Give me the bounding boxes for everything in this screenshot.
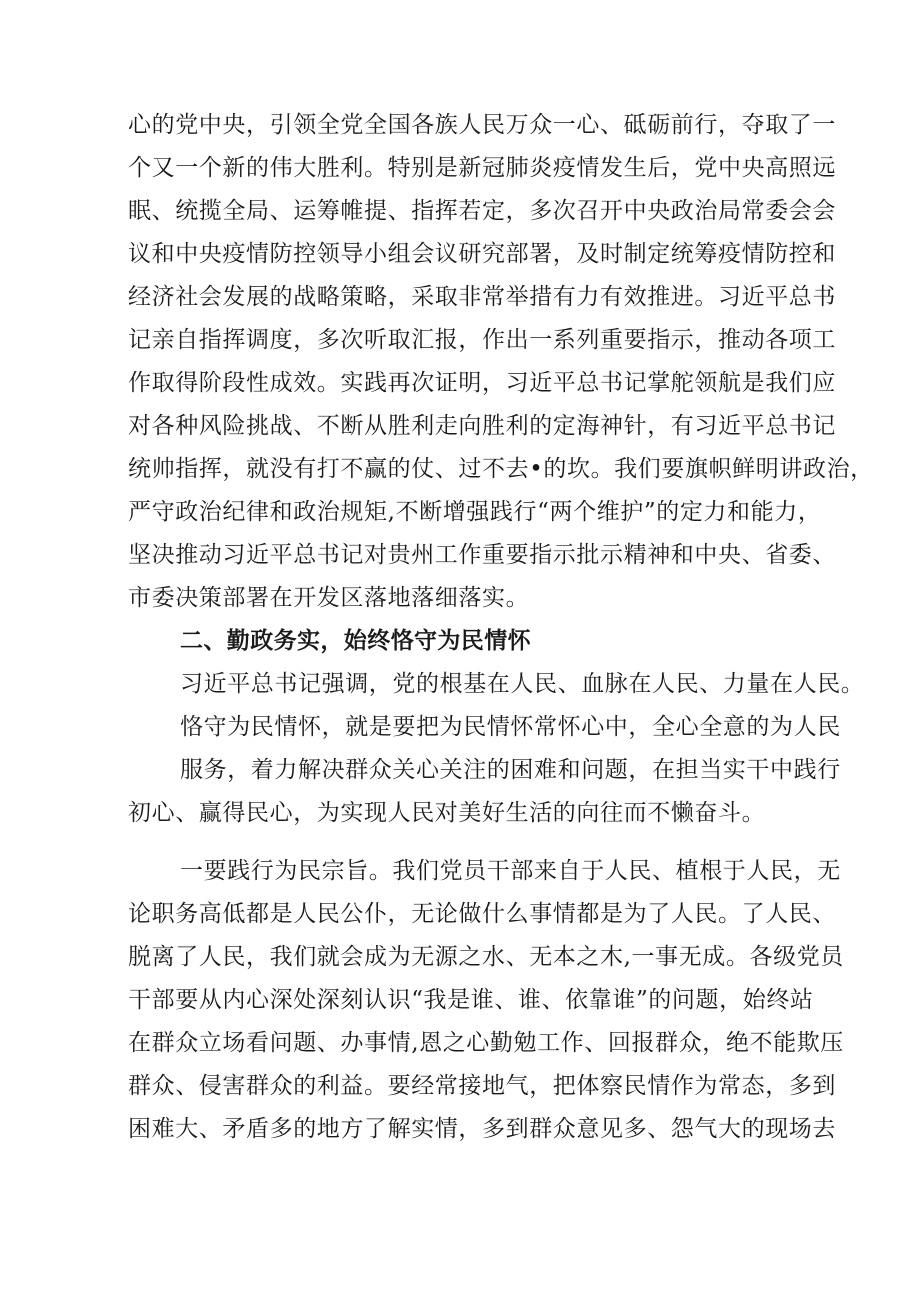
text-line: 眠、统揽全局、运筹帷提、指挥若定，多次召开中央政治局常委会会 (128, 198, 836, 224)
text-line: 脱离了人民，我们就会成为无源之水、无本之木,一事无成。各级党员 (128, 944, 844, 970)
text-line: 坚决推动习近平总书记对贵州工作重要指示批示精神和中央、省委、 (128, 542, 836, 568)
text-line: 初心、赢得民心，为实现人民对美好生活的向往而不懒奋斗。 (128, 800, 766, 826)
text-line: 心的党中央，引领全党全国各族人民万众一心、砥砺前行，夺取了一 (128, 112, 836, 138)
text-line: 统帅指挥，就没有打不赢的仗、过不去•的坎。我们要旗帜鲜明讲政治， (128, 456, 874, 482)
text-line: 经济社会发展的战略策略，采取非常举措有力有效推进。习近平总书 (128, 284, 836, 310)
text-line: 服务，着力解决群众关心关注的困难和问题，在担当实干中践行 (180, 757, 841, 783)
text-line: 严守政治纪律和政治规矩,不断增强践行“两个维护”的定力和能力， (128, 499, 822, 525)
text-line: 个又一个新的伟大胜利。特别是新冠肺炎疫情发生后，党中央高照远 (128, 155, 836, 181)
text-line: 在群众立场看问题、办事情,恩之心勤勉工作、回报群众，绝不能欺压 (128, 1030, 844, 1056)
text-line: 议和中央疫情防控领导小组会议研究部署，及时制定统筹疫情防控和 (128, 241, 836, 267)
text-line: 群众、侵害群众的利益。要经常接地气，把体察民情作为常态，多到 (128, 1073, 836, 1099)
text-line: 恪守为民情怀，就是要把为民情怀常怀心中，全心全意的为人民 (180, 714, 841, 740)
text-line: 论职务高低都是人民公仆，无论做什么事情都是为了人民。了人民、 (128, 901, 836, 927)
text-line: 对各种风险挑战、不断从胜利走向胜利的定海神针，有习近平总书记 (128, 413, 836, 439)
text-line: 干部要从内心深处深刻认识“我是谁、谁、依靠谁”的问题，始终站 (128, 987, 814, 1013)
text-line: 记亲自指挥调度，多次听取汇报，作出一系列重要指示，推动各项工 (128, 327, 836, 353)
text-line: 一要践行为民宗旨。我们党员干部来自于人民、植根于人民，无 (180, 858, 841, 884)
text-line: 困难大、矛盾多的地方了解实情，多到群众意见多、怨气大的现场去 (128, 1116, 836, 1142)
text-line: 习近平总书记强调，党的根基在人民、血脉在人民、力量在人民。 (180, 671, 865, 697)
text-line: 市委决策部署在开发区落地落细落实。 (128, 585, 530, 611)
text-line: 作取得阶段性成效。实践再次证明，习近平总书记掌舵领航是我们应 (128, 370, 836, 396)
section-heading: 二、勤政务实，始终恪守为民情怀 (180, 628, 531, 654)
